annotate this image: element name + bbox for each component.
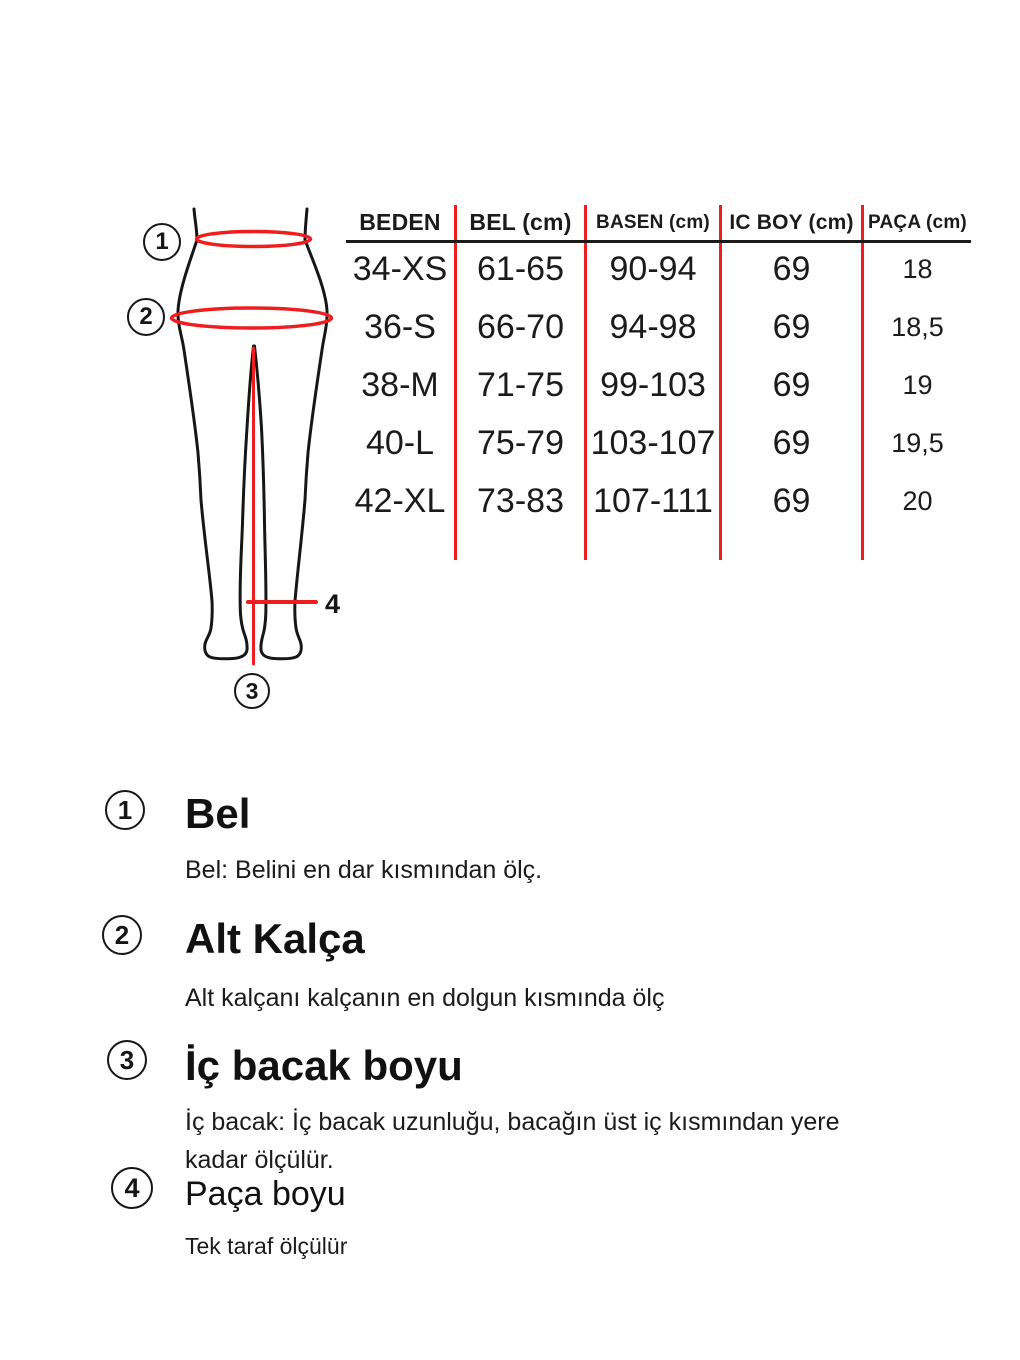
legend-description-alt-kalca: Alt kalçanı kalçanın en dolgun kısmında ölç <box>185 984 665 1012</box>
legend-title-alt-kalca: Alt Kalça <box>185 915 365 962</box>
table-cell: 69 <box>772 249 811 288</box>
table-header-paca: PAÇA (cm) <box>868 211 967 233</box>
table-header-icboy: IC BOY (cm) <box>729 210 854 234</box>
table-cell: 75-79 <box>477 423 564 462</box>
table-cell: 36-S <box>364 307 436 346</box>
table-column-paca <box>864 205 971 560</box>
diagram-marker-3 <box>234 673 270 709</box>
table-column-bel <box>457 205 587 560</box>
right-leg-outline <box>255 209 328 659</box>
table-cell: 42-XL <box>354 481 446 520</box>
table-header-rule <box>346 240 971 243</box>
diagram-marker-3-number: 3 <box>245 677 259 704</box>
table-cell: 34-XS <box>352 249 448 288</box>
legend-marker-2 <box>102 915 142 955</box>
table-cell: 18 <box>902 253 933 284</box>
table-header-bel: BEL (cm) <box>469 209 572 235</box>
size-table <box>346 205 971 560</box>
legend-marker-4-number: 4 <box>124 1172 140 1203</box>
legend-title-paca-boyu: Paça boyu <box>185 1175 346 1213</box>
table-cell: 103-107 <box>590 423 716 462</box>
table-cell: 69 <box>772 365 811 404</box>
table-cell: 18,5 <box>891 311 944 342</box>
table-cell: 99-103 <box>600 365 706 404</box>
table-header-beden: BEDEN <box>359 209 441 235</box>
table-cell: 66-70 <box>477 307 564 346</box>
table-column-basen <box>587 205 722 560</box>
table-column-beden <box>346 205 457 560</box>
table-cell: 40-L <box>365 423 435 462</box>
legend-marker-1 <box>105 790 145 830</box>
waist-measure-line <box>197 232 311 247</box>
table-header-basen: BASEN (cm) <box>596 211 710 233</box>
table-cell: 19 <box>902 369 933 400</box>
diagram-marker-2-number: 2 <box>139 303 153 330</box>
table-cell: 69 <box>772 307 811 346</box>
table-cell: 19,5 <box>891 427 944 458</box>
table-cell: 90-94 <box>609 249 697 288</box>
legend-title-ic-bacak-boyu: İç bacak boyu <box>185 1042 463 1089</box>
legend-description-paca-boyu: Tek taraf ölçülür <box>185 1233 348 1259</box>
legend-marker-3 <box>107 1040 147 1080</box>
table-cell: 38-M <box>361 365 439 404</box>
table-cell: 73-83 <box>477 481 564 520</box>
legend-marker-3-number: 3 <box>119 1044 135 1075</box>
legend-title-bel: Bel <box>185 790 251 837</box>
left-leg-outline <box>178 209 254 659</box>
legend-description-ic-bacak-boyu: İç bacak: İç bacak uzunluğu, bacağın üst iç kısmından yere kadar ölçülür. <box>185 1108 840 1174</box>
table-cell: 61-65 <box>477 249 564 288</box>
table-cell: 107-111 <box>593 481 713 520</box>
hip-measure-line <box>172 308 332 328</box>
legend-marker-2-number: 2 <box>114 919 130 950</box>
legend-marker-4 <box>111 1167 153 1209</box>
table-cell: 69 <box>772 423 811 462</box>
table-cell: 71-75 <box>477 365 564 404</box>
diagram-marker-1-number: 1 <box>155 228 169 255</box>
table-cell: 20 <box>902 485 933 516</box>
diagram-marker-2 <box>127 298 165 336</box>
table-cell: 94-98 <box>609 307 697 346</box>
table-column-icboy <box>722 205 864 560</box>
legend-marker-1-number: 1 <box>117 794 133 825</box>
diagram-marker-4: 4 <box>325 589 341 619</box>
diagram-marker-1 <box>143 223 181 261</box>
legend-description-bel: Bel: Belini en dar kısmından ölç. <box>185 856 543 884</box>
table-cell: 69 <box>772 481 811 520</box>
